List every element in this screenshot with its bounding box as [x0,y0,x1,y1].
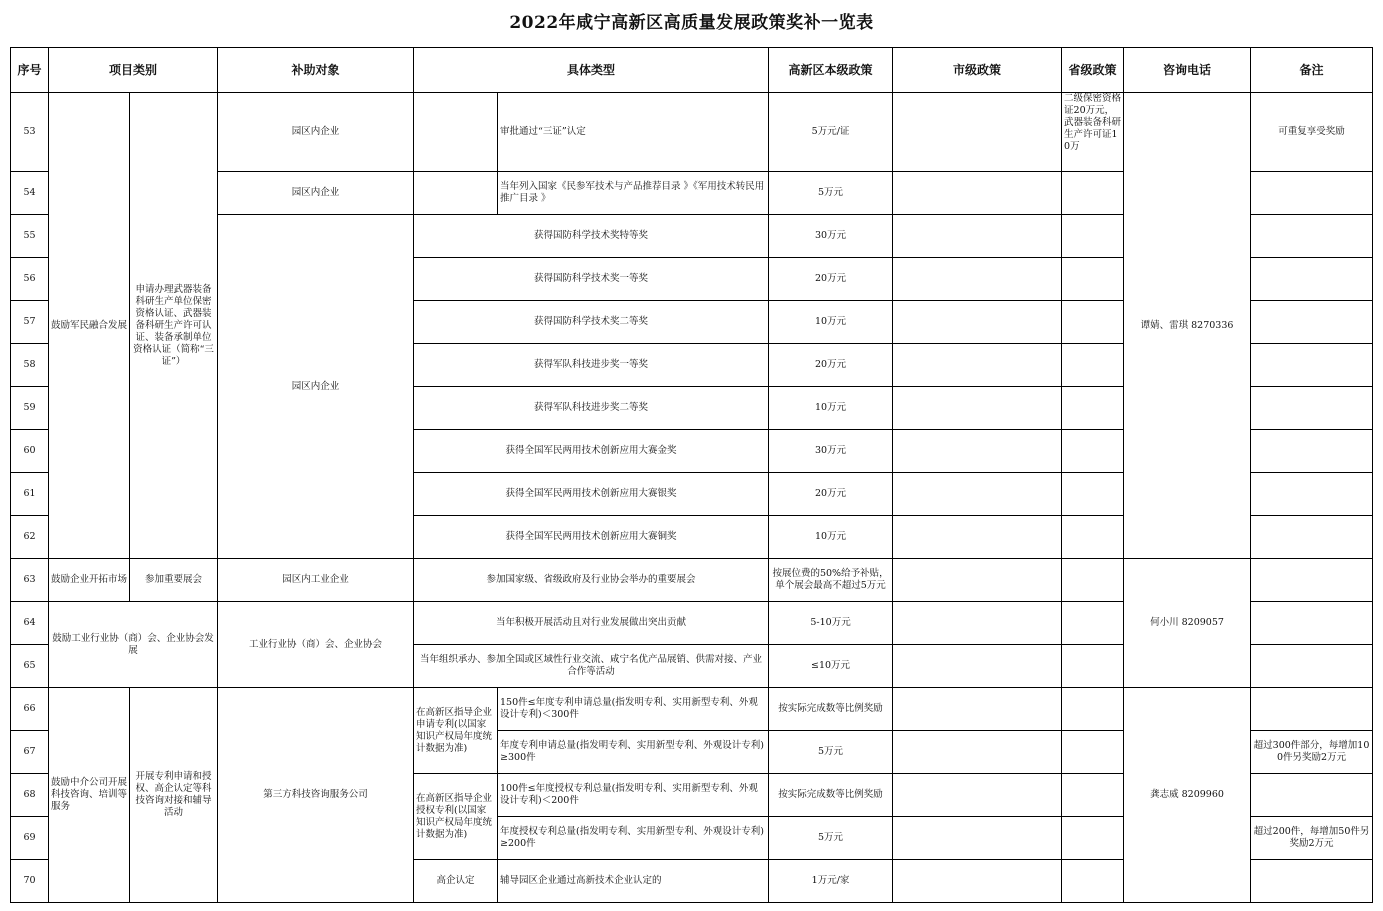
province-policy-cell [1062,602,1124,645]
seq-cell: 67 [11,731,49,774]
city-policy-cell [893,172,1062,215]
district-policy-cell: 10万元 [769,301,893,344]
phone-cell: 谭婧、雷琪 8270336 [1124,93,1251,559]
remark-cell [1251,516,1373,559]
table-row [11,688,1373,731]
seq-cell: 61 [11,473,49,516]
target-cell: 园区内工业企业 [218,559,414,602]
header-province-policy: 省级政策 [1062,48,1124,93]
remark-cell [1251,430,1373,473]
district-policy-cell: 5-10万元 [769,602,893,645]
city-policy-cell [893,430,1062,473]
seq-cell: 68 [11,774,49,817]
seq-cell: 64 [11,602,49,645]
district-policy-cell: 按展位费的50%给予补贴，单个展会最高不超过5万元 [769,559,893,602]
city-policy-cell [893,731,1062,774]
remark-cell [1251,172,1373,215]
type-cell: 年度授权专利总量(指发明专利、实用新型专利、外观设计专利)≥200件 [498,817,769,860]
target-cell: 园区内企业 [218,172,414,215]
type-cell: 获得国防科学技术奖二等奖 [414,301,769,344]
remark-cell: 可重复享受奖励 [1251,93,1373,172]
type-cell: 获得军队科技进步奖二等奖 [414,387,769,430]
district-policy-cell: 按实际完成数等比例奖励 [769,688,893,731]
city-policy-cell [893,215,1062,258]
type-group-cell [414,93,498,172]
type-group-cell [414,172,498,215]
type-group-cell: 高企认定 [414,860,498,903]
province-policy-cell [1062,473,1124,516]
remark-cell [1251,602,1373,645]
remark-cell [1251,215,1373,258]
district-policy-cell: 20万元 [769,344,893,387]
seq-cell: 66 [11,688,49,731]
type-cell: 获得国防科学技术奖一等奖 [414,258,769,301]
city-policy-cell [893,559,1062,602]
remark-cell [1251,860,1373,903]
seq-cell: 60 [11,430,49,473]
seq-cell: 58 [11,344,49,387]
subcategory-cell: 申请办理武器装备科研生产单位保密资格认证、武器装备科研生产许可认证、装备承制单位资格认证（简称“三证”） [130,93,218,559]
province-policy-cell [1062,860,1124,903]
header-row [11,48,1373,93]
province-policy-cell [1062,817,1124,860]
target-cell: 工业行业协（商）会、企业协会 [218,602,414,688]
category-cell: 鼓励企业开拓市场 [49,559,130,602]
seq-cell: 65 [11,645,49,688]
district-policy-cell: 10万元 [769,387,893,430]
table-row [11,559,1373,602]
province-policy-cell [1062,172,1124,215]
city-policy-cell [893,301,1062,344]
seq-cell: 55 [11,215,49,258]
city-policy-cell [893,602,1062,645]
type-cell: 获得国防科学技术奖特等奖 [414,215,769,258]
remark-cell [1251,473,1373,516]
seq-cell: 70 [11,860,49,903]
city-policy-cell [893,688,1062,731]
type-cell: 150件≤年度专利申请总量(指发明专利、实用新型专利、外观设计专利)＜300件 [498,688,769,731]
seq-cell: 59 [11,387,49,430]
district-policy-cell: ≤10万元 [769,645,893,688]
province-policy-cell [1062,344,1124,387]
type-cell: 当年积极开展活动且对行业发展做出突出贡献 [414,602,769,645]
type-cell: 参加国家级、省级政府及行业协会举办的重要展会 [414,559,769,602]
remark-cell [1251,387,1373,430]
province-policy-cell [1062,688,1124,731]
district-policy-cell: 30万元 [769,215,893,258]
province-policy-cell [1062,774,1124,817]
policy-table [10,47,1373,903]
type-cell: 审批通过“三证”认定 [498,93,769,172]
district-policy-cell: 20万元 [769,258,893,301]
city-policy-cell [893,387,1062,430]
remark-cell [1251,258,1373,301]
header-remark: 备注 [1251,48,1373,93]
type-cell: 获得全国军民两用技术创新应用大赛银奖 [414,473,769,516]
header-specific-type: 具体类型 [414,48,769,93]
seq-cell: 63 [11,559,49,602]
header-phone: 咨询电话 [1124,48,1251,93]
type-cell: 当年组织承办、参加全国或区域性行业交流、咸宁名优产品展销、供需对接、产业合作等活动 [414,645,769,688]
remark-cell [1251,688,1373,731]
district-policy-cell: 30万元 [769,430,893,473]
seq-cell: 62 [11,516,49,559]
province-policy-cell [1062,301,1124,344]
target-cell: 园区内企业 [218,215,414,559]
remark-cell: 超过300件部分，每增加100件另奖励2万元 [1251,731,1373,774]
table-row [11,93,1373,172]
type-cell: 获得全国军民两用技术创新应用大赛金奖 [414,430,769,473]
category-cell: 鼓励军民融合发展 [49,93,130,559]
header-seq: 序号 [11,48,49,93]
city-policy-cell [893,473,1062,516]
province-policy-cell [1062,645,1124,688]
type-cell: 100件≤年度授权专利总量(指发明专利、实用新型专利、外观设计专利)＜200件 [498,774,769,817]
province-policy-cell [1062,215,1124,258]
city-policy-cell [893,774,1062,817]
district-policy-cell: 10万元 [769,516,893,559]
city-policy-cell [893,645,1062,688]
city-policy-cell [893,93,1062,172]
phone-cell: 何小川 8209057 [1124,559,1251,688]
province-policy-cell [1062,731,1124,774]
header-target: 补助对象 [218,48,414,93]
district-policy-cell: 5万元/证 [769,93,893,172]
header-city-policy: 市级政策 [893,48,1062,93]
type-cell: 辅导园区企业通过高新技术企业认定的 [498,860,769,903]
target-cell: 第三方科技咨询服务公司 [218,688,414,903]
page-title: 2022年咸宁高新区高质量发展政策奖补一览表 [509,13,874,33]
remark-cell [1251,301,1373,344]
header-district-policy: 高新区本级政策 [769,48,893,93]
remark-cell [1251,645,1373,688]
district-policy-cell: 5万元 [769,172,893,215]
remark-cell [1251,774,1373,817]
type-cell: 获得全国军民两用技术创新应用大赛铜奖 [414,516,769,559]
type-cell: 年度专利申请总量(指发明专利、实用新型专利、外观设计专利)≥300件 [498,731,769,774]
province-policy-cell [1062,516,1124,559]
target-cell: 园区内企业 [218,93,414,172]
city-policy-cell [893,860,1062,903]
type-cell: 获得军队科技进步奖一等奖 [414,344,769,387]
city-policy-cell [893,516,1062,559]
province-policy-cell [1062,387,1124,430]
seq-cell: 56 [11,258,49,301]
type-group-cell: 在高新区指导企业授权专利(以国家知识产权局年度统计数据为准) [414,774,498,860]
subcategory-cell: 参加重要展会 [130,559,218,602]
phone-cell: 龚志威 8209960 [1124,688,1251,903]
city-policy-cell [893,258,1062,301]
type-cell: 当年列入国家《民参军技术与产品推荐目录 》《军用技术转民用推广目录 》 [498,172,769,215]
district-policy-cell: 按实际完成数等比例奖励 [769,774,893,817]
province-policy-cell [1062,430,1124,473]
remark-cell [1251,559,1373,602]
seq-cell: 53 [11,93,49,172]
seq-cell: 69 [11,817,49,860]
city-policy-cell [893,344,1062,387]
province-policy-cell: 二级保密资格证20万元，武器装备科研生产许可证10万 [1062,93,1124,172]
district-policy-cell: 1万元/家 [769,860,893,903]
district-policy-cell: 5万元 [769,817,893,860]
province-policy-cell [1062,559,1124,602]
remark-cell [1251,344,1373,387]
district-policy-cell: 20万元 [769,473,893,516]
seq-cell: 57 [11,301,49,344]
type-group-cell: 在高新区指导企业申请专利(以国家知识产权局年度统计数据为准) [414,688,498,774]
city-policy-cell [893,817,1062,860]
category-cell: 鼓励中介公司开展科技咨询、培训等服务 [49,688,130,903]
remark-cell: 超过200件，每增加50件另奖励2万元 [1251,817,1373,860]
category-cell: 鼓励工业行业协（商）会、企业协会发展 [49,602,218,688]
subcategory-cell: 开展专利申请和授权、高企认定等科技咨询对接和辅导活动 [130,688,218,903]
header-project-category: 项目类别 [49,48,218,93]
seq-cell: 54 [11,172,49,215]
district-policy-cell: 5万元 [769,731,893,774]
province-policy-cell [1062,258,1124,301]
